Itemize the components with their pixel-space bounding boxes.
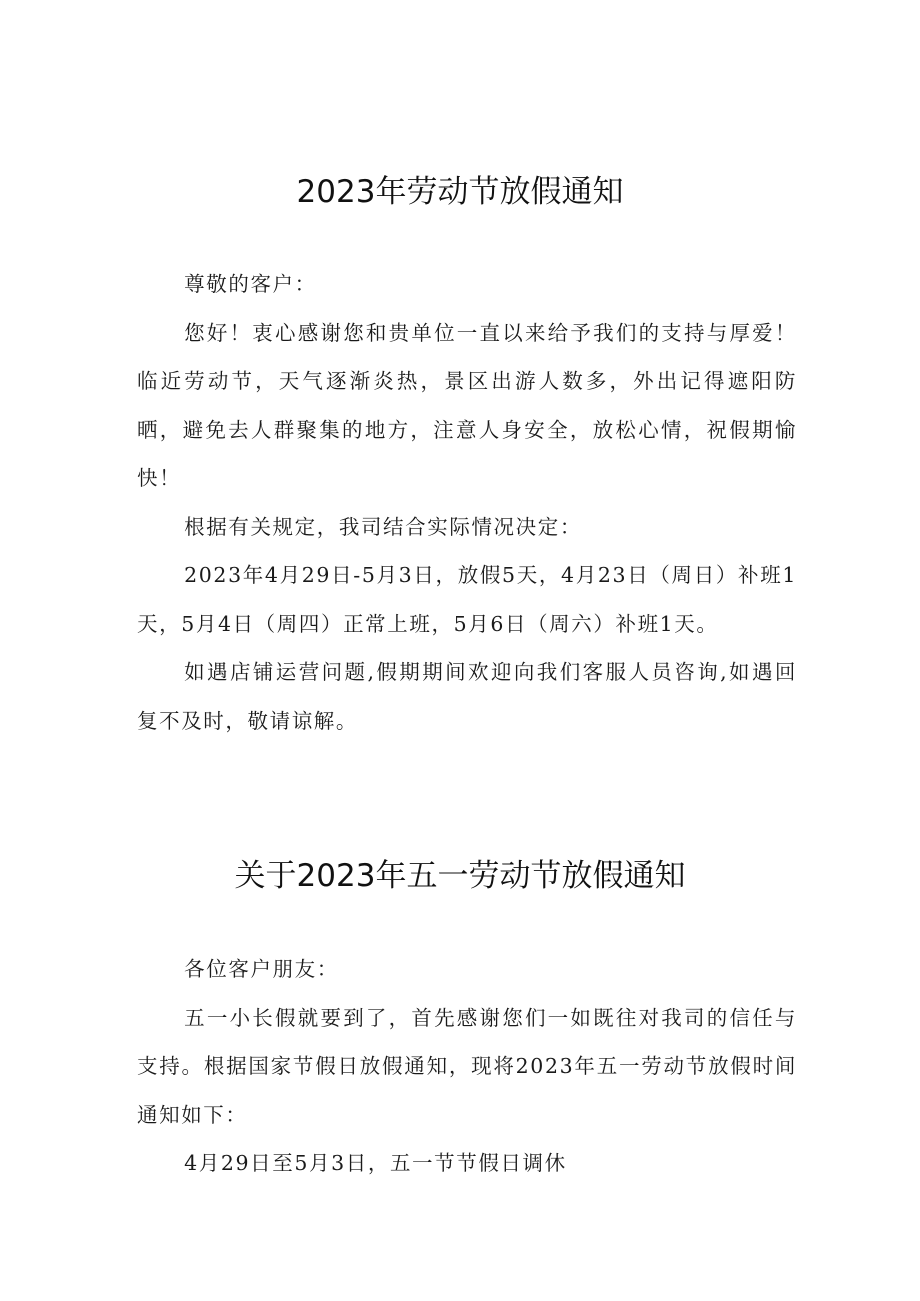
notice1-paragraph-1: 您好！衷心感谢您和贵单位一直以来给予我们的支持与厚爱！临近劳动节，天气逐渐炎热，景区出游人数多，外出记得遮阳防晒，避免去人群聚集的地方，注意人身安全，放松心情，祝假期愉快！ xyxy=(137,320,797,490)
notice2-title: 关于2023年五一劳动节放假通知 xyxy=(234,858,686,894)
notice1-body xyxy=(137,260,797,745)
notice1-paragraph-2: 根据有关规定，我司结合实际情况决定： xyxy=(184,514,582,539)
notice1-title: 2023年劳动节放假通知 xyxy=(296,174,624,210)
notice2-greeting: 各位客户朋友： xyxy=(184,957,339,981)
notice1-paragraph-3: 2023年4月29日-5月3日，放假5天，4月23日（周日）补班1天，5月4日（周四）正常上班，5月6日（周六）补班1天。 xyxy=(137,563,797,636)
notice2-paragraph-2: 4月29日至5月3日，五一节节假日调休 xyxy=(184,1151,567,1175)
notice2-body xyxy=(137,945,797,1188)
notice2-paragraph-1: 五一小长假就要到了，首先感谢您们一如既往对我司的信任与支持。根据国家节假日放假通知，现将2023年五一劳动节放假时间通知如下： xyxy=(137,1005,797,1127)
notice1-greeting: 尊敬的客户： xyxy=(184,272,317,296)
notice1-paragraph-4: 如遇店铺运营问题,假期期间欢迎向我们客服人员咨询,如遇回复不及时，敬请谅解。 xyxy=(137,660,797,733)
